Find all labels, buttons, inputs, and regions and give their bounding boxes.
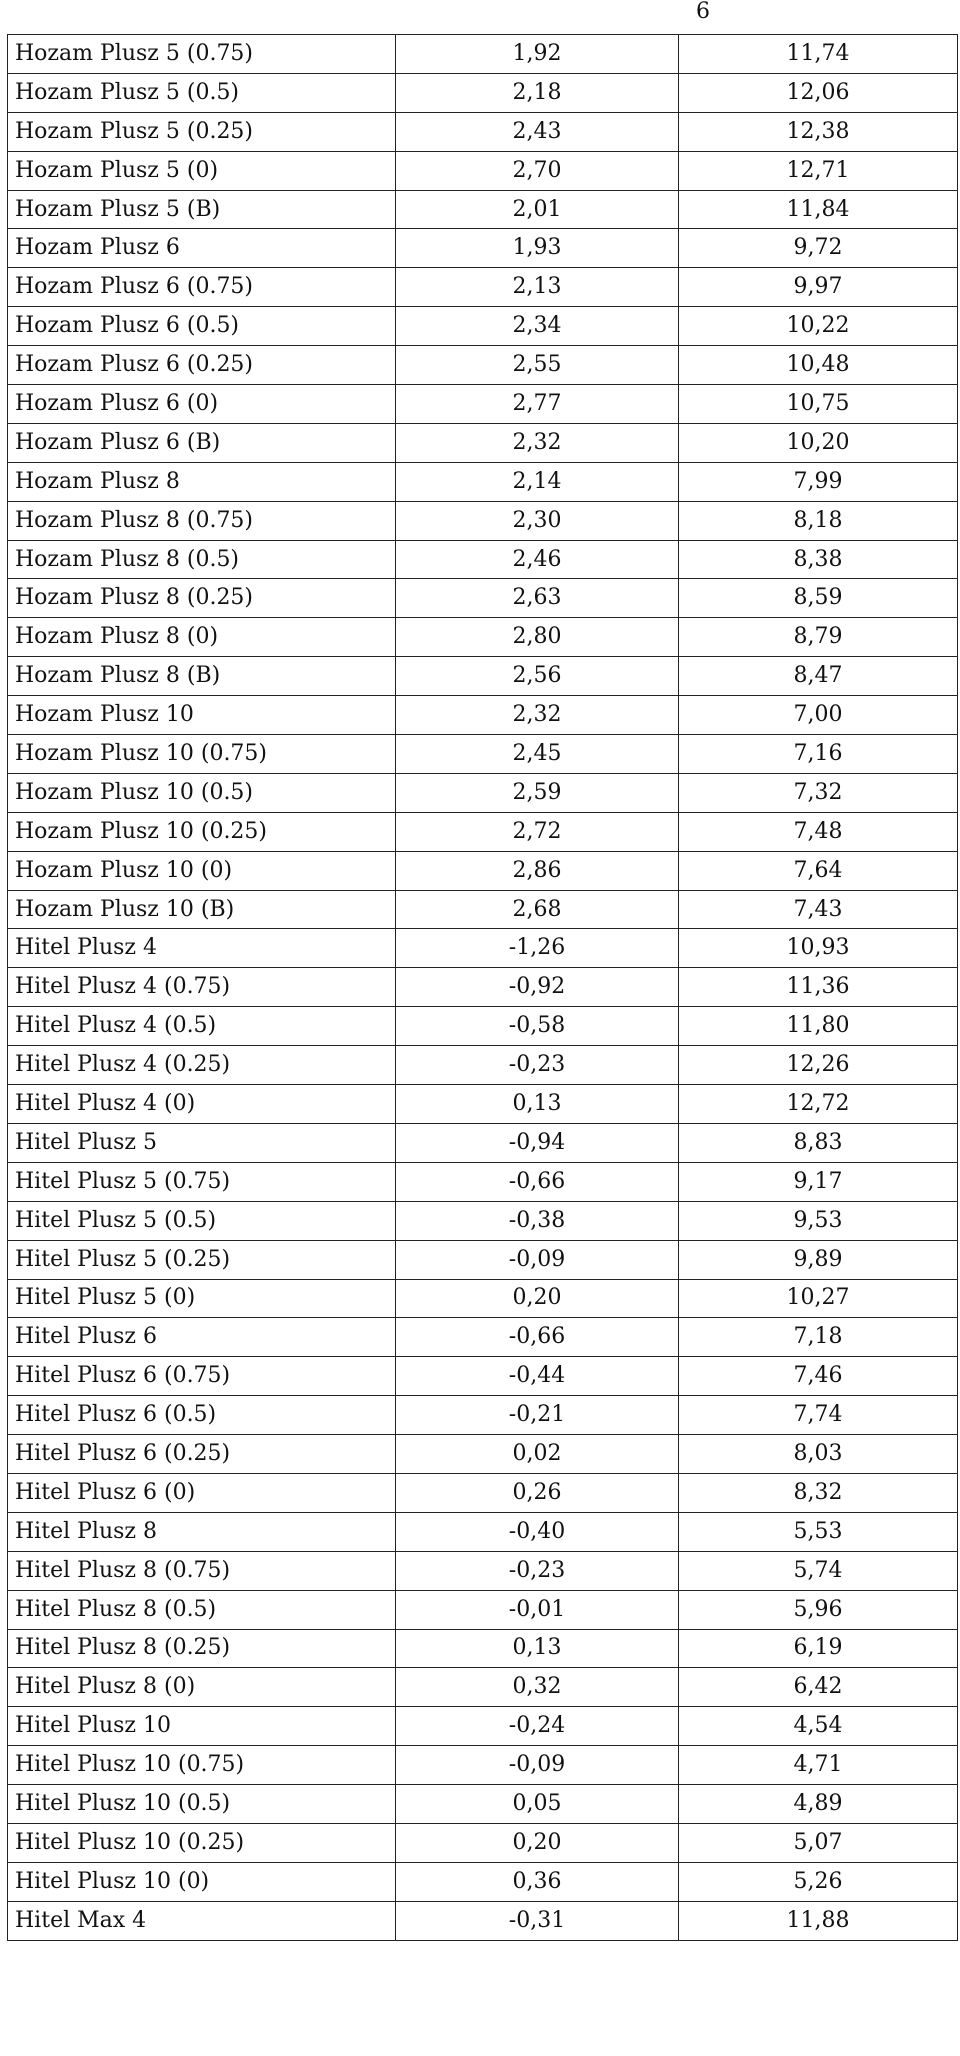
value-a-cell: -0,38 <box>396 1201 679 1240</box>
fund-name-cell: Hozam Plusz 6 (B) <box>8 423 396 462</box>
value-a-cell: 0,05 <box>396 1785 679 1824</box>
value-b-cell: 7,99 <box>679 462 958 501</box>
value-b-cell: 12,72 <box>679 1085 958 1124</box>
value-a-cell: 2,68 <box>396 890 679 929</box>
data-table <box>7 34 958 1941</box>
table-row <box>8 1629 958 1668</box>
data-table-container <box>7 34 957 1941</box>
fund-name-cell: Hozam Plusz 5 (B) <box>8 190 396 229</box>
table-row <box>8 1240 958 1279</box>
value-a-cell: -0,09 <box>396 1746 679 1785</box>
table-row <box>8 773 958 812</box>
value-a-cell: -0,24 <box>396 1707 679 1746</box>
value-b-cell: 8,79 <box>679 618 958 657</box>
fund-name-cell: Hitel Plusz 4 (0.25) <box>8 1046 396 1085</box>
value-a-cell: 2,34 <box>396 307 679 346</box>
value-b-cell: 5,96 <box>679 1590 958 1629</box>
value-a-cell: -0,58 <box>396 1007 679 1046</box>
value-b-cell: 8,32 <box>679 1473 958 1512</box>
table-row <box>8 1123 958 1162</box>
table-row <box>8 346 958 385</box>
value-b-cell: 11,36 <box>679 968 958 1007</box>
value-b-cell: 7,74 <box>679 1396 958 1435</box>
value-a-cell: -0,09 <box>396 1240 679 1279</box>
fund-name-cell: Hitel Plusz 8 <box>8 1512 396 1551</box>
table-row <box>8 1279 958 1318</box>
table-row <box>8 1746 958 1785</box>
fund-name-cell: Hitel Plusz 4 (0.75) <box>8 968 396 1007</box>
value-a-cell: 2,55 <box>396 346 679 385</box>
value-b-cell: 12,26 <box>679 1046 958 1085</box>
value-b-cell: 11,74 <box>679 35 958 74</box>
fund-name-cell: Hitel Plusz 5 <box>8 1123 396 1162</box>
fund-name-cell: Hitel Max 4 <box>8 1901 396 1940</box>
value-a-cell: 2,70 <box>396 151 679 190</box>
value-b-cell: 7,18 <box>679 1318 958 1357</box>
fund-name-cell: Hozam Plusz 6 (0.75) <box>8 268 396 307</box>
table-row <box>8 696 958 735</box>
value-a-cell: 2,18 <box>396 73 679 112</box>
fund-name-cell: Hitel Plusz 4 (0.5) <box>8 1007 396 1046</box>
fund-name-cell: Hozam Plusz 8 (0.25) <box>8 579 396 618</box>
table-row <box>8 229 958 268</box>
fund-name-cell: Hozam Plusz 6 (0.25) <box>8 346 396 385</box>
table-row <box>8 1823 958 1862</box>
fund-name-cell: Hitel Plusz 10 (0.25) <box>8 1823 396 1862</box>
fund-name-cell: Hozam Plusz 5 (0.75) <box>8 35 396 74</box>
fund-name-cell: Hitel Plusz 8 (0) <box>8 1668 396 1707</box>
value-b-cell: 10,22 <box>679 307 958 346</box>
value-b-cell: 7,32 <box>679 773 958 812</box>
value-a-cell: 2,59 <box>396 773 679 812</box>
fund-name-cell: Hitel Plusz 4 <box>8 929 396 968</box>
value-a-cell: 2,01 <box>396 190 679 229</box>
value-b-cell: 7,43 <box>679 890 958 929</box>
table-row <box>8 735 958 774</box>
value-a-cell: -0,44 <box>396 1357 679 1396</box>
table-row <box>8 112 958 151</box>
fund-name-cell: Hozam Plusz 5 (0.5) <box>8 73 396 112</box>
value-a-cell: -0,01 <box>396 1590 679 1629</box>
value-a-cell: -0,31 <box>396 1901 679 1940</box>
value-b-cell: 4,89 <box>679 1785 958 1824</box>
value-b-cell: 4,71 <box>679 1746 958 1785</box>
table-row <box>8 462 958 501</box>
table-row <box>8 968 958 1007</box>
table-row <box>8 618 958 657</box>
value-a-cell: 0,26 <box>396 1473 679 1512</box>
table-row <box>8 812 958 851</box>
value-a-cell: 0,20 <box>396 1823 679 1862</box>
value-b-cell: 10,93 <box>679 929 958 968</box>
fund-name-cell: Hitel Plusz 6 (0.25) <box>8 1435 396 1474</box>
fund-name-cell: Hitel Plusz 10 (0.75) <box>8 1746 396 1785</box>
table-row <box>8 1862 958 1901</box>
table-row <box>8 890 958 929</box>
fund-name-cell: Hozam Plusz 8 <box>8 462 396 501</box>
value-a-cell: 2,72 <box>396 812 679 851</box>
fund-name-cell: Hitel Plusz 6 (0) <box>8 1473 396 1512</box>
fund-name-cell: Hitel Plusz 10 <box>8 1707 396 1746</box>
fund-name-cell: Hitel Plusz 10 (0.5) <box>8 1785 396 1824</box>
table-row <box>8 1785 958 1824</box>
value-a-cell: 2,32 <box>396 696 679 735</box>
value-b-cell: 9,89 <box>679 1240 958 1279</box>
value-a-cell: 2,86 <box>396 851 679 890</box>
value-b-cell: 9,17 <box>679 1162 958 1201</box>
fund-name-cell: Hitel Plusz 5 (0.25) <box>8 1240 396 1279</box>
table-row <box>8 307 958 346</box>
value-a-cell: 2,43 <box>396 112 679 151</box>
value-b-cell: 7,48 <box>679 812 958 851</box>
table-row <box>8 1551 958 1590</box>
table-row <box>8 35 958 74</box>
value-a-cell: 2,56 <box>396 657 679 696</box>
value-a-cell: 0,32 <box>396 1668 679 1707</box>
table-row <box>8 1707 958 1746</box>
table-row <box>8 1046 958 1085</box>
table-row <box>8 1007 958 1046</box>
value-a-cell: 2,77 <box>396 385 679 424</box>
fund-name-cell: Hozam Plusz 8 (B) <box>8 657 396 696</box>
value-b-cell: 11,88 <box>679 1901 958 1940</box>
value-a-cell: 2,30 <box>396 501 679 540</box>
table-row <box>8 1901 958 1940</box>
fund-name-cell: Hitel Plusz 8 (0.25) <box>8 1629 396 1668</box>
fund-name-cell: Hozam Plusz 10 (0.25) <box>8 812 396 851</box>
fund-name-cell: Hozam Plusz 10 <box>8 696 396 735</box>
value-b-cell: 10,27 <box>679 1279 958 1318</box>
table-row <box>8 1357 958 1396</box>
value-a-cell: 2,46 <box>396 540 679 579</box>
value-b-cell: 7,46 <box>679 1357 958 1396</box>
table-row <box>8 929 958 968</box>
value-b-cell: 10,20 <box>679 423 958 462</box>
value-b-cell: 8,03 <box>679 1435 958 1474</box>
table-row <box>8 540 958 579</box>
value-a-cell: -0,94 <box>396 1123 679 1162</box>
table-row <box>8 1201 958 1240</box>
value-b-cell: 5,26 <box>679 1862 958 1901</box>
page-number: 6 <box>696 0 710 24</box>
table-row <box>8 1396 958 1435</box>
fund-name-cell: Hitel Plusz 6 (0.5) <box>8 1396 396 1435</box>
value-a-cell: 2,13 <box>396 268 679 307</box>
value-b-cell: 7,64 <box>679 851 958 890</box>
value-a-cell: 1,92 <box>396 35 679 74</box>
table-row <box>8 1668 958 1707</box>
fund-name-cell: Hozam Plusz 5 (0.25) <box>8 112 396 151</box>
value-b-cell: 10,75 <box>679 385 958 424</box>
value-a-cell: -0,40 <box>396 1512 679 1551</box>
fund-name-cell: Hitel Plusz 5 (0) <box>8 1279 396 1318</box>
value-b-cell: 9,53 <box>679 1201 958 1240</box>
value-a-cell: 0,36 <box>396 1862 679 1901</box>
fund-name-cell: Hitel Plusz 10 (0) <box>8 1862 396 1901</box>
table-row <box>8 1512 958 1551</box>
table-row <box>8 190 958 229</box>
fund-name-cell: Hozam Plusz 10 (0) <box>8 851 396 890</box>
value-a-cell: 1,93 <box>396 229 679 268</box>
value-a-cell: 0,13 <box>396 1085 679 1124</box>
fund-name-cell: Hozam Plusz 5 (0) <box>8 151 396 190</box>
table-row <box>8 1085 958 1124</box>
value-b-cell: 12,06 <box>679 73 958 112</box>
value-a-cell: -0,23 <box>396 1046 679 1085</box>
fund-name-cell: Hitel Plusz 8 (0.75) <box>8 1551 396 1590</box>
fund-name-cell: Hozam Plusz 10 (0.5) <box>8 773 396 812</box>
value-b-cell: 4,54 <box>679 1707 958 1746</box>
table-row <box>8 423 958 462</box>
table-row <box>8 1162 958 1201</box>
value-a-cell: -0,23 <box>396 1551 679 1590</box>
value-b-cell: 10,48 <box>679 346 958 385</box>
table-row <box>8 1318 958 1357</box>
fund-name-cell: Hozam Plusz 10 (B) <box>8 890 396 929</box>
table-row <box>8 73 958 112</box>
value-a-cell: 2,14 <box>396 462 679 501</box>
value-b-cell: 8,83 <box>679 1123 958 1162</box>
fund-name-cell: Hitel Plusz 8 (0.5) <box>8 1590 396 1629</box>
table-row <box>8 657 958 696</box>
value-b-cell: 6,42 <box>679 1668 958 1707</box>
table-row <box>8 1473 958 1512</box>
value-b-cell: 12,71 <box>679 151 958 190</box>
fund-name-cell: Hitel Plusz 5 (0.75) <box>8 1162 396 1201</box>
value-a-cell: -0,92 <box>396 968 679 1007</box>
fund-name-cell: Hitel Plusz 5 (0.5) <box>8 1201 396 1240</box>
table-row <box>8 385 958 424</box>
value-b-cell: 7,16 <box>679 735 958 774</box>
fund-name-cell: Hozam Plusz 6 <box>8 229 396 268</box>
value-b-cell: 5,74 <box>679 1551 958 1590</box>
value-b-cell: 9,72 <box>679 229 958 268</box>
table-row <box>8 851 958 890</box>
value-a-cell: 0,20 <box>396 1279 679 1318</box>
value-b-cell: 5,07 <box>679 1823 958 1862</box>
fund-name-cell: Hozam Plusz 6 (0) <box>8 385 396 424</box>
value-b-cell: 9,97 <box>679 268 958 307</box>
value-b-cell: 8,59 <box>679 579 958 618</box>
value-a-cell: 0,13 <box>396 1629 679 1668</box>
value-b-cell: 11,84 <box>679 190 958 229</box>
fund-name-cell: Hozam Plusz 10 (0.75) <box>8 735 396 774</box>
fund-name-cell: Hitel Plusz 4 (0) <box>8 1085 396 1124</box>
fund-name-cell: Hitel Plusz 6 (0.75) <box>8 1357 396 1396</box>
value-a-cell: 2,45 <box>396 735 679 774</box>
table-body <box>8 35 958 1941</box>
value-b-cell: 6,19 <box>679 1629 958 1668</box>
value-b-cell: 5,53 <box>679 1512 958 1551</box>
value-a-cell: 2,63 <box>396 579 679 618</box>
value-a-cell: 2,32 <box>396 423 679 462</box>
value-b-cell: 8,47 <box>679 657 958 696</box>
table-row <box>8 268 958 307</box>
value-a-cell: 0,02 <box>396 1435 679 1474</box>
value-b-cell: 11,80 <box>679 1007 958 1046</box>
value-a-cell: -0,21 <box>396 1396 679 1435</box>
value-a-cell: -0,66 <box>396 1162 679 1201</box>
table-row <box>8 579 958 618</box>
value-a-cell: -0,66 <box>396 1318 679 1357</box>
fund-name-cell: Hozam Plusz 8 (0) <box>8 618 396 657</box>
value-a-cell: 2,80 <box>396 618 679 657</box>
fund-name-cell: Hozam Plusz 8 (0.75) <box>8 501 396 540</box>
value-b-cell: 12,38 <box>679 112 958 151</box>
value-b-cell: 8,18 <box>679 501 958 540</box>
table-row <box>8 501 958 540</box>
fund-name-cell: Hozam Plusz 8 (0.5) <box>8 540 396 579</box>
value-b-cell: 7,00 <box>679 696 958 735</box>
table-row <box>8 1435 958 1474</box>
table-row <box>8 1590 958 1629</box>
fund-name-cell: Hitel Plusz 6 <box>8 1318 396 1357</box>
table-row <box>8 151 958 190</box>
fund-name-cell: Hozam Plusz 6 (0.5) <box>8 307 396 346</box>
value-a-cell: -1,26 <box>396 929 679 968</box>
value-b-cell: 8,38 <box>679 540 958 579</box>
